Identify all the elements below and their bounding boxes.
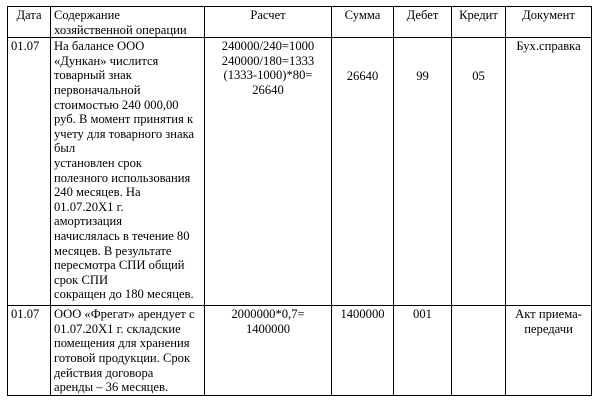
operations-table [7,6,592,396]
cell-calc: 2000000*0,7= 1400000 [205,306,332,396]
header-date: Дата [8,7,51,38]
header-document: Документ [506,7,592,38]
cell-sum: 1400000 [332,306,394,396]
header-debit: Дебет [394,7,452,38]
cell-document: Бух.справка [506,38,592,306]
header-row [8,7,592,38]
header-content: Содержание хозяйственной операции [51,7,205,38]
cell-sum: 26640 [332,38,394,306]
cell-credit: 05 [452,38,506,306]
table-row [8,306,592,396]
cell-calc: 240000/240=1000 240000/180=1333 (1333-1000)*80= 26640 [205,38,332,306]
table-row [8,38,592,306]
header-credit: Кредит [452,7,506,38]
cell-debit: 99 [394,38,452,306]
cell-content: ООО «Фрегат» арендует с 01.07.20Х1 г. складские помещения для хранения готовой продукции. Срок действия договора аренды – 36 месяцев. [51,306,205,396]
cell-date: 01.07 [8,38,51,306]
cell-debit: 001 [394,306,452,396]
header-sum: Сумма [332,7,394,38]
cell-date: 01.07 [8,306,51,396]
cell-content: На балансе ООО «Дункан» числится товарный знак первоначальной стоимостью 240 000,00 руб. В момент принятия к учету для товарного знака был установлен срок полезного использования 240 месяцев. На 01.07.20Х1 г. амортизация начислялась в течение 80 месяцев. В результате пересмотра СПИ общий срок СПИ сокращен до 180 месяцев. [51,38,205,306]
cell-document: Акт приема- передачи [506,306,592,396]
cell-credit [452,306,506,396]
header-calc: Расчет [205,7,332,38]
